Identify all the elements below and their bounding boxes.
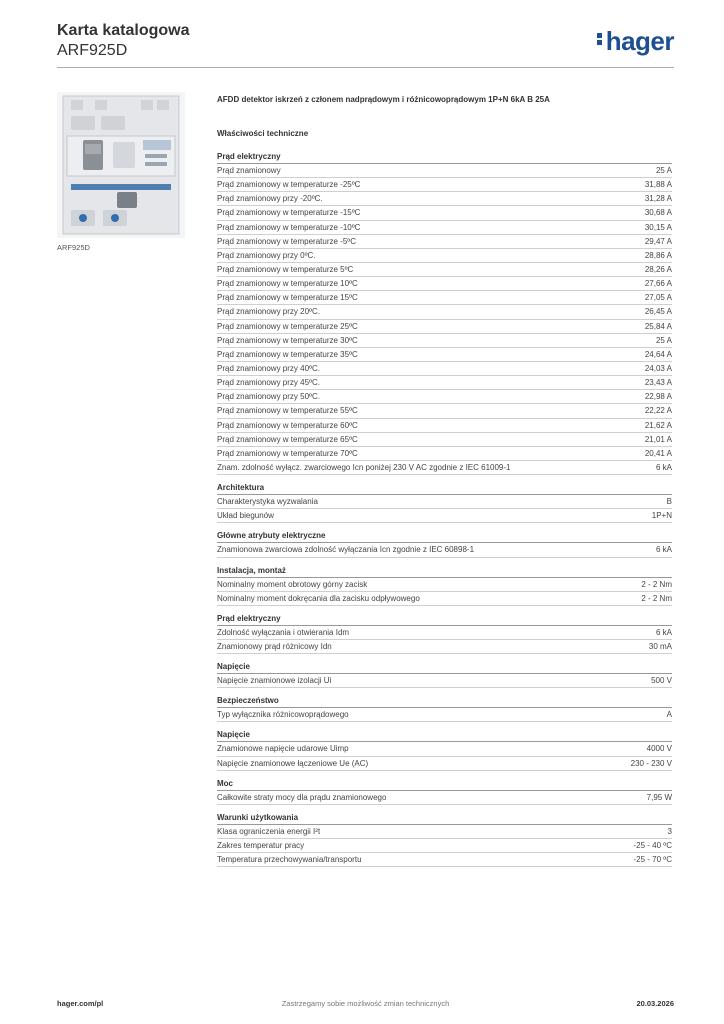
- spec-label: Prąd znamionowy w temperaturze 55ºC: [217, 406, 358, 416]
- spec-row: [217, 839, 672, 853]
- product-description: AFDD detektor iskrzeń z członem nadprądowym i różnicowoprądowym 1P+N 6kA B 25A: [217, 95, 550, 104]
- spec-row: [217, 376, 672, 390]
- spec-label: Prąd znamionowy w temperaturze 5ºC: [217, 264, 354, 274]
- image-caption: ARF925D: [57, 243, 90, 252]
- spec-section: [217, 482, 672, 523]
- spec-row: [217, 320, 672, 334]
- spec-label: Prąd znamionowy w temperaturze 30ºC: [217, 335, 358, 345]
- spec-label: Całkowite straty mocy dla prądu znamionowego: [217, 792, 387, 802]
- footer-date: 20.03.2026: [636, 999, 674, 1008]
- spec-label: Klasa ograniczenia energii I²t: [217, 826, 321, 836]
- spec-label: Prąd znamionowy w temperaturze -15ºC: [217, 208, 361, 218]
- breaker-illustration-icon: [57, 92, 185, 238]
- spec-row: [217, 447, 672, 461]
- spec-label: Znam. zdolność wyłącz. zwarciowego Icn poniżej 230 V AC zgodnie z IEC 61009-1: [217, 462, 511, 472]
- spec-value: 27,66 A: [644, 279, 672, 289]
- spec-label: Prąd znamionowy przy 20ºC.: [217, 307, 320, 317]
- spec-label: Prąd znamionowy w temperaturze 70ºC: [217, 448, 358, 458]
- spec-value: 6 kA: [655, 462, 672, 472]
- spec-value: 25 A: [655, 166, 672, 175]
- product-code: ARF925D: [57, 42, 128, 59]
- spec-value: 2 - 2 Nm: [641, 593, 672, 603]
- spec-section: [217, 778, 672, 805]
- spec-label: Typ wyłącznika różnicowoprądowego: [217, 710, 349, 720]
- section-title: Prąd elektryczny: [217, 151, 672, 164]
- spec-value: 3: [667, 826, 672, 836]
- spec-section: [217, 613, 672, 654]
- document-title: Karta katalogowa: [57, 22, 190, 39]
- spec-label: Prąd znamionowy przy 50ºC.: [217, 392, 320, 402]
- spec-value: 25 A: [655, 335, 672, 345]
- section-title: Instalacja, montaż: [217, 565, 672, 578]
- spec-row: [217, 305, 672, 319]
- spec-label: Znamionowe napięcie udarowe Uimp: [217, 744, 349, 754]
- spec-section: [217, 695, 672, 722]
- spec-row: [217, 626, 672, 640]
- spec-value: 24,03 A: [644, 363, 672, 373]
- hager-logo: [597, 28, 674, 54]
- spec-label: Napięcie znamionowe izolacji Ui: [217, 676, 332, 686]
- section-title: Prąd elektryczny: [217, 613, 672, 626]
- spec-row: [217, 263, 672, 277]
- spec-label: Prąd znamionowy: [217, 166, 281, 175]
- spec-label: Zdolność wyłączania i otwierania Idm: [217, 627, 350, 637]
- spec-value: 1P+N: [651, 511, 672, 521]
- spec-row: [217, 419, 672, 433]
- spec-value: 30,68 A: [644, 208, 672, 218]
- spec-label: Prąd znamionowy w temperaturze 10ºC: [217, 279, 358, 289]
- spec-value: 30,15 A: [644, 222, 672, 232]
- spec-row: [217, 757, 672, 771]
- spec-row: [217, 164, 672, 178]
- spec-value: 230 - 230 V: [630, 758, 672, 768]
- spec-label: Układ biegunów: [217, 511, 274, 521]
- spec-row: [217, 348, 672, 362]
- spec-label: Napięcie znamionowe łączeniowe Ue (AC): [217, 758, 369, 768]
- spec-label: Prąd znamionowy w temperaturze 35ºC: [217, 349, 358, 359]
- spec-label: Prąd znamionowy w temperaturze -25ºC: [217, 180, 361, 190]
- spec-content: [217, 95, 672, 874]
- spec-value: 2 - 2 Nm: [641, 579, 672, 589]
- technical-properties-title: Właściwości techniczne: [217, 129, 309, 138]
- spec-label: Prąd znamionowy w temperaturze 15ºC: [217, 293, 358, 303]
- spec-row: [217, 433, 672, 447]
- spec-label: Prąd znamionowy w temperaturze 65ºC: [217, 434, 358, 444]
- spec-row: [217, 390, 672, 404]
- spec-value: 21,01 A: [644, 434, 672, 444]
- spec-value: 27,05 A: [644, 293, 672, 303]
- spec-label: Nominalny moment dokręcania dla zacisku odpływowego: [217, 593, 420, 603]
- footer-notice: Zastrzegamy sobie możliwość zmian technicznych: [281, 999, 450, 1008]
- section-title: Moc: [217, 778, 672, 791]
- spec-value: -25 - 70 ºC: [633, 855, 672, 865]
- spec-value: A: [666, 710, 672, 720]
- spec-label: Prąd znamionowy przy -20ºC.: [217, 194, 323, 204]
- spec-value: 6 kA: [655, 545, 672, 555]
- spec-value: 24,64 A: [644, 349, 672, 359]
- section-title: Napięcie: [217, 729, 672, 742]
- spec-value: -25 - 40 ºC: [633, 840, 672, 850]
- spec-value: 4000 V: [646, 744, 672, 754]
- spec-value: 22,22 A: [644, 406, 672, 416]
- spec-label: Zakres temperatur pracy: [217, 840, 305, 850]
- spec-row: [217, 791, 672, 805]
- spec-row: [217, 206, 672, 220]
- spec-sections: [217, 151, 672, 867]
- spec-row: [217, 674, 672, 688]
- header-divider: [57, 67, 674, 68]
- spec-row: [217, 221, 672, 235]
- product-image: [57, 92, 185, 238]
- spec-row: [217, 578, 672, 592]
- spec-value: 500 V: [651, 676, 672, 686]
- footer-website: hager.com/pl: [57, 999, 104, 1008]
- spec-section: [217, 565, 672, 606]
- spec-value: 25,84 A: [644, 321, 672, 331]
- spec-row: [217, 249, 672, 263]
- spec-value: 29,47 A: [644, 236, 672, 246]
- spec-label: Znamionowy prąd różnicowy Idn: [217, 641, 332, 651]
- spec-value: 30 mA: [648, 641, 672, 651]
- spec-row: [217, 192, 672, 206]
- spec-row: [217, 708, 672, 722]
- spec-section: [217, 530, 672, 557]
- spec-row: [217, 334, 672, 348]
- section-title: Warunki użytkowania: [217, 812, 672, 825]
- spec-row: [217, 277, 672, 291]
- section-title: Główne atrybuty elektryczne: [217, 530, 672, 543]
- spec-value: 31,28 A: [644, 194, 672, 204]
- spec-value: 31,88 A: [644, 180, 672, 190]
- spec-label: Prąd znamionowy w temperaturze 60ºC: [217, 420, 358, 430]
- spec-value: 26,45 A: [644, 307, 672, 317]
- spec-value: B: [666, 497, 672, 507]
- spec-section: [217, 151, 672, 475]
- spec-row: [217, 640, 672, 654]
- spec-value: 6 kA: [655, 627, 672, 637]
- spec-row: [217, 362, 672, 376]
- section-title: Bezpieczeństwo: [217, 695, 672, 708]
- spec-value: 20,41 A: [644, 448, 672, 458]
- spec-section: [217, 729, 672, 770]
- spec-row: [217, 592, 672, 606]
- spec-row: [217, 404, 672, 418]
- spec-row: [217, 853, 672, 867]
- logo-dots-icon: [597, 31, 604, 47]
- spec-row: [217, 495, 672, 509]
- spec-value: 21,62 A: [644, 420, 672, 430]
- spec-label: Prąd znamionowy przy 40ºC.: [217, 363, 320, 373]
- spec-label: Prąd znamionowy w temperaturze -10ºC: [217, 222, 361, 232]
- logo-text: hager: [605, 26, 674, 56]
- section-title: Architektura: [217, 482, 672, 495]
- spec-section: [217, 661, 672, 688]
- spec-row: [217, 742, 672, 756]
- spec-row: [217, 825, 672, 839]
- spec-label: Prąd znamionowy przy 0ºC.: [217, 250, 316, 260]
- spec-label: Znamionowa zwarciowa zdolność wyłączania Icn zgodnie z IEC 60898-1: [217, 545, 475, 555]
- spec-value: 7,95 W: [646, 792, 672, 802]
- spec-label: Prąd znamionowy w temperaturze -5ºC: [217, 236, 356, 246]
- spec-row: [217, 178, 672, 192]
- spec-row: [217, 235, 672, 249]
- spec-label: Prąd znamionowy w temperaturze 25ºC: [217, 321, 358, 331]
- page-header: [57, 21, 189, 61]
- spec-value: 28,86 A: [644, 250, 672, 260]
- spec-label: Charakterystyka wyzwalania: [217, 497, 318, 507]
- spec-row: [217, 461, 672, 475]
- spec-row: [217, 291, 672, 305]
- spec-label: Nominalny moment obrotowy górny zacisk: [217, 579, 368, 589]
- spec-value: 22,98 A: [644, 392, 672, 402]
- spec-row: [217, 543, 672, 557]
- section-title: Napięcie: [217, 661, 672, 674]
- spec-label: Prąd znamionowy przy 45ºC.: [217, 378, 320, 388]
- spec-value: 23,43 A: [644, 378, 672, 388]
- spec-section: [217, 812, 672, 867]
- spec-label: Temperatura przechowywania/transportu: [217, 855, 362, 865]
- spec-row: [217, 509, 672, 523]
- spec-value: 28,26 A: [644, 264, 672, 274]
